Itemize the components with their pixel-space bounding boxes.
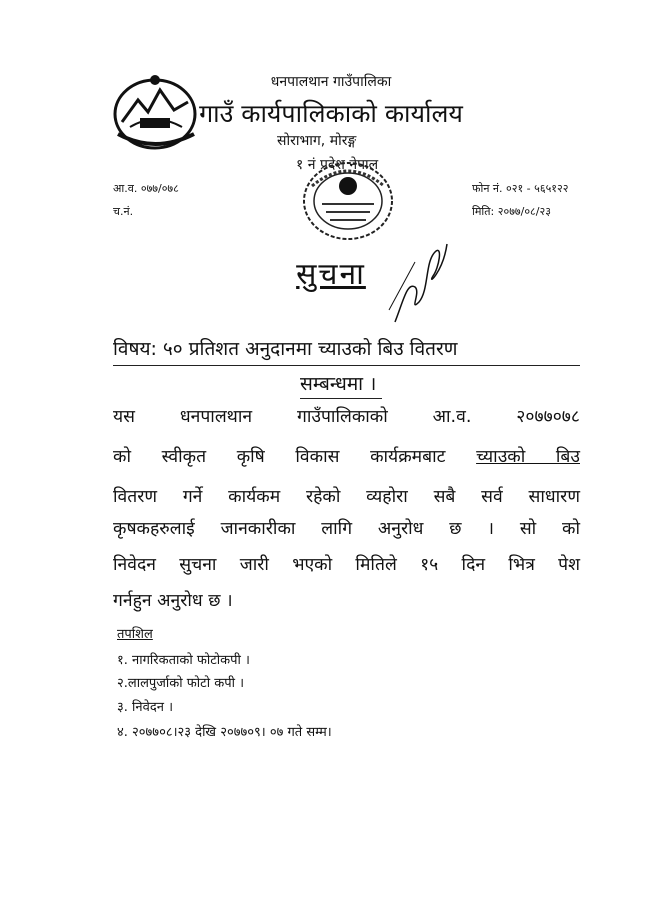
body-line-2: को स्वीकृत कृषि विकास कार्यक्रमबाट च्याउको बिउ [113, 447, 580, 467]
phone-number: फोन नं. ०२१ - ५६५१२२ [472, 182, 569, 195]
subject-underline [113, 365, 580, 366]
body-highlight: च्याउको बिउ [476, 447, 580, 467]
subject-underline-2 [300, 398, 382, 399]
office-stamp [298, 156, 398, 246]
notice-title: सुचना [296, 257, 366, 292]
body-line-1: यस धनपालथान गाउँपालिकाको आ.व. २०७७०७८ [113, 407, 580, 427]
fiscal-year: आ.व. ०७७/०७८ [113, 182, 179, 195]
details-item-4: ४. २०७७०८।२३ देखि २०७७०९। ०७ गते सम्म। [117, 725, 332, 740]
details-item-2: २.लालपुर्जाको फोटो कपी । [117, 676, 245, 691]
body-line-3: वितरण गर्ने कार्यकम रहेको व्यहोरा सबै सर्व साधारण [113, 487, 580, 507]
subject-line-2: सम्बन्धमा । [300, 373, 377, 395]
province-name: १ नं प्रदेश नेपाल [296, 157, 379, 173]
details-item-1: १. नागरिकताको फोटोकपी । [117, 653, 250, 668]
details-item-3: ३. निवेदन । [117, 700, 174, 715]
subject-line-1: विषय: ५० प्रतिशत अनुदानमा च्याउको बिउ वितरण [113, 338, 458, 360]
body-line-6: गर्नहुन अनुरोध छ । [113, 591, 233, 611]
reference-number: च.नं. [113, 205, 134, 218]
office-name: गाउँ कार्यपालिकाको कार्यालय [199, 99, 463, 128]
document-date: मिति: २०७७/०८/२३ [472, 205, 551, 218]
office-address: सोराभाग, मोरङ्ग [277, 133, 357, 149]
body-line-5: निवेदन सुचना जारी भएको मितिले १५ दिन भित्र पेश [113, 555, 580, 575]
municipality-name: धनपालथान गाउँपालिका [270, 74, 392, 90]
details-heading: तपशिल [117, 627, 153, 642]
body-line-4: कृषकहरुलाई जानकारीका लागि अनुरोध छ । सो को [113, 519, 580, 539]
